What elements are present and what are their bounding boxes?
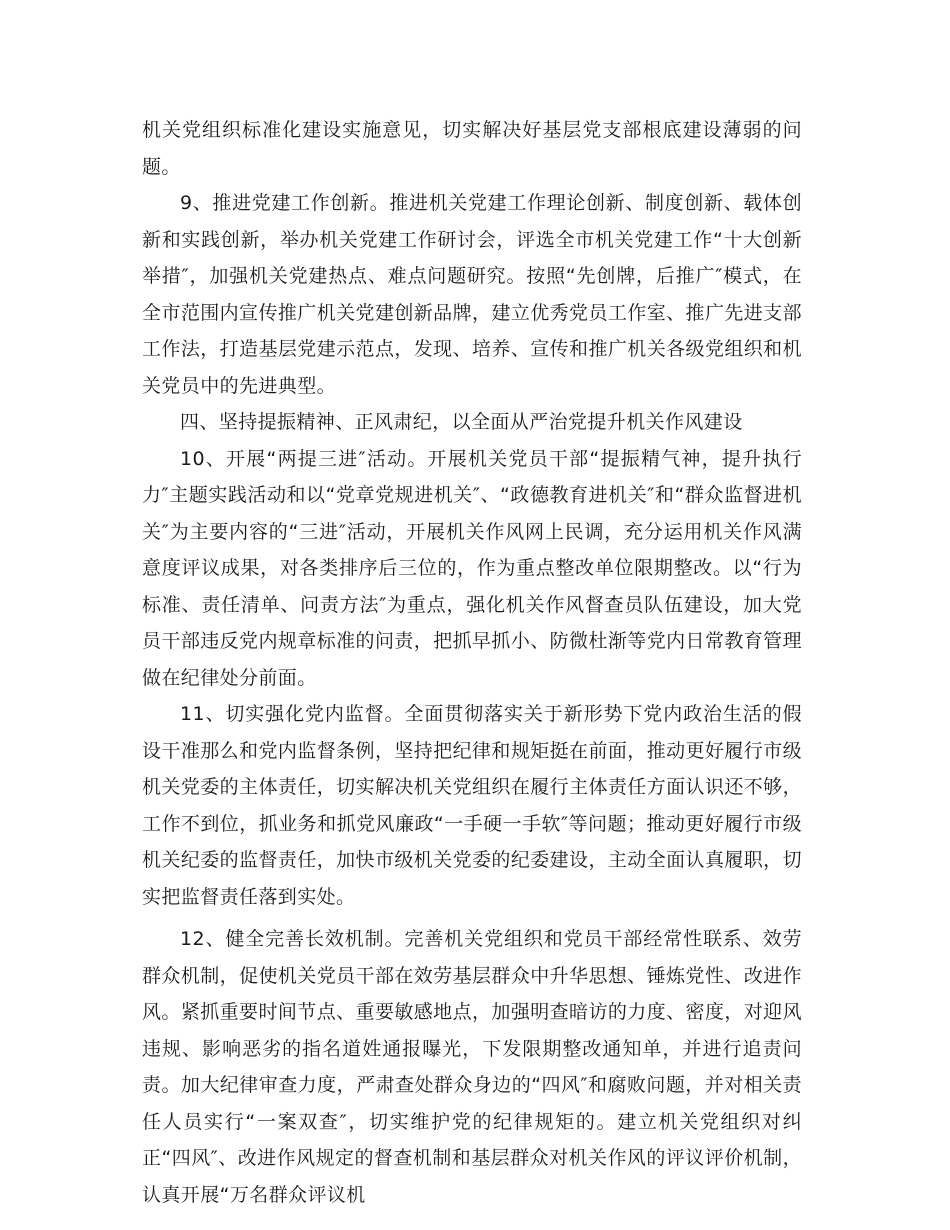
- paragraph-item-10: 10、开展“两提三进″活动。开展机关党员干部“提振精气神，提升执行力″主题实践活动和以“党章党规进机关″、“政德教育进机关″和“群众监督进机关″为主要内容的“三进″活动，开展机关作风网上民调，充分运用机关作风满意度评议成果，对各类排序后三位的，作为重点整改单位限期整改。以“行为标准、责任清单、问责方法″为重点，强化机关作风督查员队伍建设，加大党员干部违反党内规章标准的问责，把抓早抓小、防微杜渐等党内日常教育管理做在纪律处分前面。: [142, 447, 802, 689]
- paragraph-item-12: 12、健全完善长效机制。完善机关党组织和党员干部经常性联系、效劳群众机制，促使机关党员干部在效劳基层群众中升华思想、锤炼党性、改进作风。紧抓重要时间节点、重要敏感地点，加强明查暗访的力度、密度，对迎风违规、影响恶劣的指名道姓通报曝光，下发限期整改通知单，并进行追责问责。加大纪律审查力度，严肃查处群众身边的“四风″和腐败问题，并对相关责任人员实行“一案双查″，切实维护党的纪律规矩的。建立机关党组织对纠正“四风″、改进作风规定的督查机制和基层群众对机关作风的评议评价机制，认真开展“万名群众评议机: [142, 928, 802, 1206]
- document-body: [142, 112, 802, 1213]
- paragraph-continuation: 机关党组织标准化建设实施意见，切实解决好基层党支部根底建设薄弱的问题。: [142, 119, 802, 178]
- paragraph-item-11: 11、切实强化党内监督。全面贯彻落实关于新形势下党内政治生活的假设干准那么和党内监督条例，坚持把纪律和规矩挺在前面，推动更好履行市级机关党委的主体责任，切实解决机关党组织在履行主体责任方面认识还不够，工作不到位，抓业务和抓党风廉政“一手硬一手软″等问题；推动更好履行市级机关纪委的监督责任，加快市级机关党委的纪委建设，主动全面认真履职，切实把监督责任落到实处。: [142, 703, 802, 908]
- paragraph-item-9: 9、推进党建工作创新。推进机关党建工作理论创新、制度创新、载体创新和实践创新，举办机关党建工作研讨会，评选全市机关党建工作“十大创新举措″，加强机关党建热点、难点问题研究。按照“先创牌，后推广″模式，在全市范围内宣传推广机关党建创新品牌，建立优秀党员工作室、推广先进支部工作法，打造基层党建示范点，发现、培养、宣传和推广机关各级党组织和机关党员中的先进典型。: [142, 192, 802, 397]
- section-heading-4: 四、坚持提振精神、正风肃纪，以全面从严治党提升机关作风建设: [180, 411, 743, 433]
